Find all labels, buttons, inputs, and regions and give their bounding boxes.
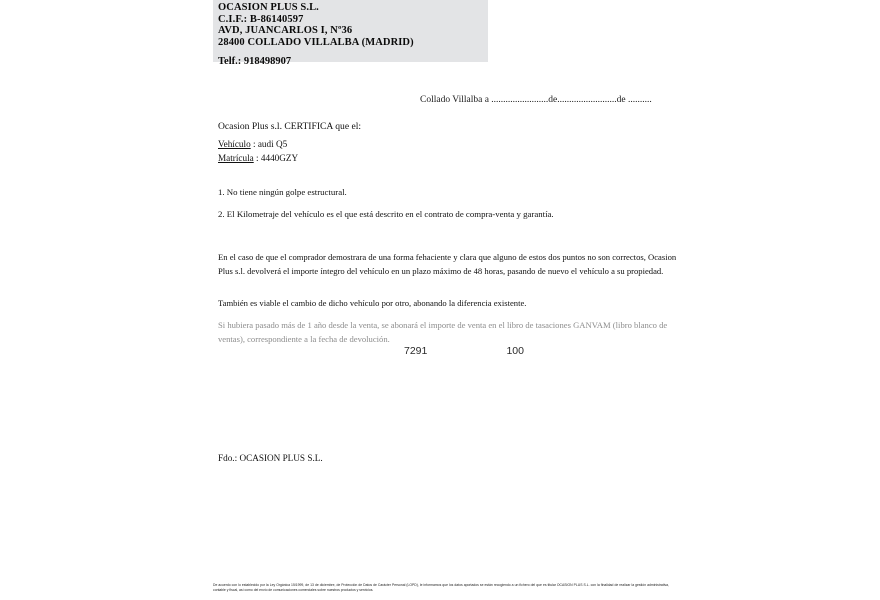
field-vehicle-separator: : [252,139,256,149]
company-address-line-2: 28400 COLLADO VILLALBA (MADRID) [218,36,414,48]
body-paragraph-ganvam [218,319,678,346]
field-vehicle [218,139,287,149]
body-paragraph-refund: En el caso de que el comprador demostrara de una forma fehaciente y clara que alguno de estos dos puntos no son correctos, Ocasion Plus s.l. devolverá el importe íntegro del vehículo en un plazo máximo de 48 horas, pasando de nuevo el vehículo a su propiedad. [218,252,677,276]
handwritten-number-right: 100 [506,345,524,357]
body-paragraph-ganvam-line2: GANVAM (libro blanco de ventas), correspondiente a la fecha de devolución. [218,320,668,344]
handwritten-numbers [404,345,524,357]
field-plate-label: Matrícula [218,153,254,163]
field-plate-separator: : [256,153,259,163]
legal-footer: De acuerdo con lo establecido por la Ley Orgánica 15/1999, de 13 de diciembre, de Protección de Datos de Carácter Personal (LOPD), le informamos que los datos aportados se están recogiendo a un fichero del que es titular OCASION PLUS S.L. con la finalidad de realizar la gestión administrativa, contable y fiscal, así como del envío de comunicaciones comerciales sobre nuestros productos y servicios. [213,583,669,592]
field-vehicle-value: audi Q5 [257,139,288,149]
company-address-line-1: AVD, JUANCARLOS I, Nº36 [218,25,353,36]
letterhead-block [213,0,488,62]
clause-item: 2. El Kilometraje del vehículo es el que está descrito en el contrato de compra-venta y garantía. [218,209,554,219]
field-vehicle-label: Vehículo [218,139,251,149]
field-plate-value: 4440GZY [260,153,299,163]
field-plate [218,153,298,163]
company-cif: C.I.F.: B-86140597 [218,13,304,25]
body-paragraph-exchange: También es viable el cambio de dicho vehículo por otro, abonando la diferencia existente. [218,298,527,308]
company-phone: Telf.: 918498907 [218,56,292,67]
body-paragraph-ganvam-line1: Si hubiera pasado más de 1 año desde la venta, se abonará el importe de venta en el libro de tasaciones [218,320,571,330]
signature-line: Fdo.: OCASION PLUS S.L. [218,453,323,463]
handwritten-number-left: 7291 [404,345,428,357]
page-gutter-left [0,0,4,600]
page-gutter-right [876,0,880,600]
clause-item: 1. No tiene ningún golpe estructural. [218,187,347,197]
company-name: OCASION PLUS S.L. [218,2,319,13]
place-date-line: Collado Villalba a ........................de.........................de .......... [420,95,652,105]
certification-intro: Ocasion Plus s.l. CERTIFICA que el: [218,121,362,132]
